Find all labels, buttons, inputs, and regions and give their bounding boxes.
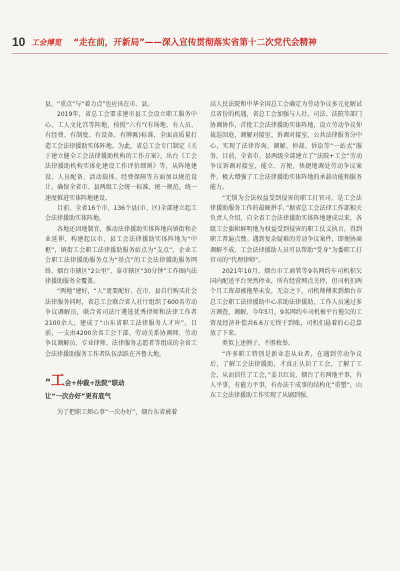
page-number: 10 [12, 35, 26, 49]
header-rule [12, 53, 388, 54]
paragraph: 2019年，省总工会要求建市县工会设立职工服务中心、工人文化宫等阵地，按照“六有”(有场地、有人员、有经费、有制度、有设备、有牌匾)标准，全面高质量打造工会法律援助实体阵地。为此，省总工会专门制定《关于建立健全工会法律援助机构的工作方案》，出台《工会法律援助机构实体化建设工作评价细则》等，从阵地建设、人员配备、活动载体、经费保障等方面加以规范设计，确保全省市、县两级工会统一标准、统一规范，统一速度推进实体阵地建设。 [45, 111, 197, 202]
paragraph: 2021年10月，烟台市工商管等9名网约车司机积欠国内配送平台突然停业，所有经营网点关停，但司机们两个月工资却被拖垫未发，无奈之下，司机师傅来到烟台市总工会职工法律援助中心求助法律援助，工作人员通过多方调查，调解，今年5月，9名网约车司机被平台拖欠的工资及经济补偿共6.6万元终于到账，司机们悬着的心总算放了下来。 [210, 267, 362, 337]
paragraph: 为了把职工烦心事“一次办好”，烟台东省被着 [57, 409, 178, 417]
magazine-brand: 工会博览 [31, 37, 62, 47]
subheading-line1: 会+仲裁+法院”联动 [64, 379, 125, 388]
paragraph: 县，“重点”与“着力点”也应该在市、县。 [45, 101, 154, 108]
left-column [45, 100, 197, 419]
subheading-line2: 让“一次办好”更有底气 [45, 392, 111, 401]
paragraph: 类似上述例子，不胜枚举。 [222, 340, 295, 348]
section-title: “走在前，开新局”——深入宣传贯彻落实省第十二次党代会精神 [73, 38, 317, 48]
paragraph: “许多职工特别是新业态从业者，在遇到劳动争议后，了解工会法律援助，才真正认识了工会，了解了工会，从而信任了工会，”姜卫红说，烟台了有两地平事，有人平事，有能力平事，有办法干成事的结构化“重塑”，山东工会法律援助工作实现了从刷到强、 [210, 350, 362, 400]
paragraph: “两地”建好，“人”更要配好。在市、县自行购买社会法律服务同时，省总工会联合省人社厅组织了600名劳动争议调解员，联合省司法厅遴选优秀律师和法律工作者2100余人，建成了“山东省职工法律服务人才库”。目前，一支由4200余名工会干部、劳动关系协调师、劳动争议调解员、专业律师、法律服务志愿者等组成的全省工会法律援助服务工作者队伍活跃在齐鲁大地。 [45, 288, 197, 358]
page-header [12, 34, 388, 50]
subheading-drop-char: 工 [50, 373, 65, 390]
paragraph: “无锁为会法权益受到侵害的职工打官司，是工会法律援助服务工作的最硬拼手，”据省总工会法律工作部相关负责人介绍，自全省工会法律援助实体阵地建成以来，各级工会旗帜鲜明地为权益受到侵害的职工仗义执言，得到职工普遍点赞。遇到复杂疑难的劳动争议案件，即便协商调解不成，工会法律援助人员可以帮助“受身”为委职工打官司的“代理律师”。 [210, 194, 362, 265]
paragraph: 各地还因地制宜，推动法律援助实体阵地向镇街和企业延伸，构建起以市、县工会法律援助实体阵地为“中枢”，镇街工会职工法律援助服务站点为“支点”，企业工会职工法律援助服务点为“基点”的工会法律援助服务网络，烟台市辖区“2公里”、泰市辖区“30分钟”工作圈内法律援助服务全覆盖。 [45, 225, 197, 285]
paragraph: 高人民法院和中华全国总工会确定为劳动争议多元化解试点省份的机遇，省总工会加强与人社、司法、法院等部门协调协作，首批工会法律援助实体阵地，设立劳动争议仲裁巡回庭、调解对接室、诉调对接室、公共法律服务分中心，实现了法律咨询、调解、仲裁、诉讼等“一站式”服务。目前，全省市、县两级全部建立了“法院+工会”劳动争议诉调对接室，能立、方便、快捷地调处劳动争议案件，极大增强了工会法律援助实体阵地的承载功能和服务能力。 [210, 101, 362, 192]
paragraph: 目前，全省16个市、136个县(市、区)全部建立起工会法律援助实体阵地。 [45, 205, 197, 223]
subheading: “工会+仲裁+法院”联动 让“一次办好”更有底气 [45, 374, 197, 402]
right-column [210, 100, 362, 402]
